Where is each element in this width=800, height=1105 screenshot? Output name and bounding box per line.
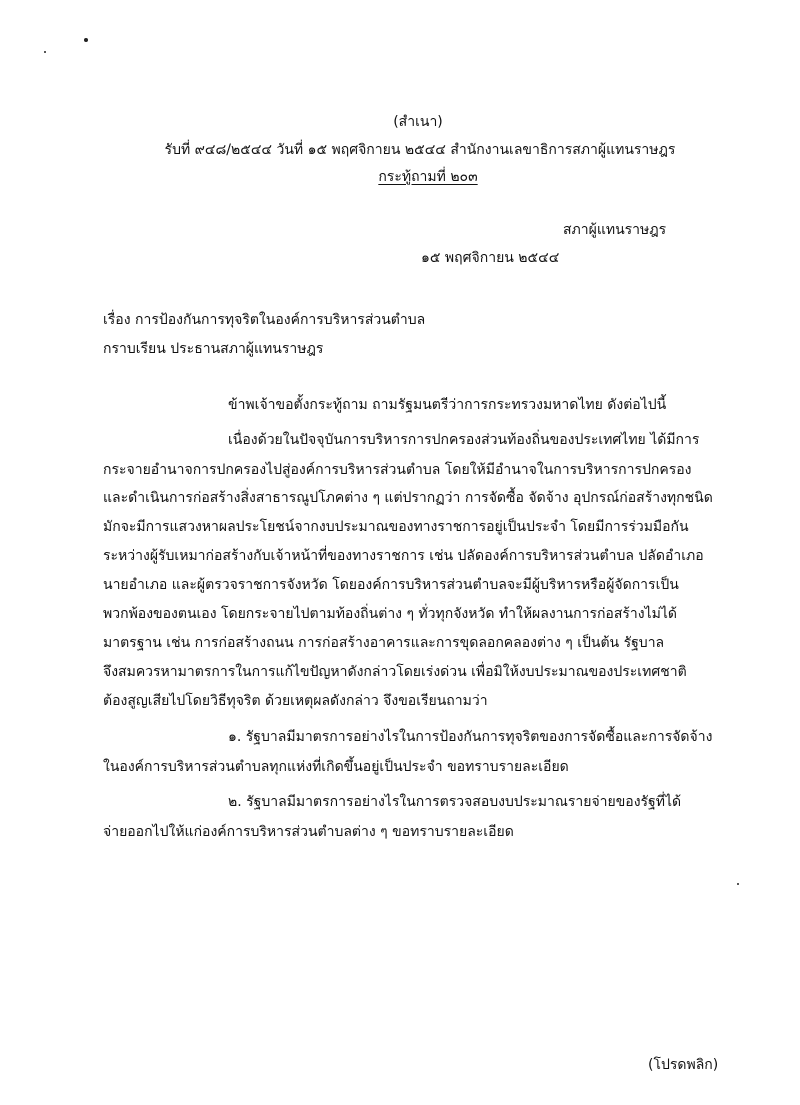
question-number: กระทู้ถามที่ ๒๐๓	[378, 169, 478, 185]
body-line: จ่ายออกไปให้แก่องค์การบริหารส่วนตำบลต่าง ๆ ขอทราบรายละเอียด	[103, 824, 514, 840]
body-line: จึงสมควรหามาตรการในการแก้ไขปัญหาดังกล่าวโดยเร่งด่วน เพื่อมิให้งบประมาณของประเทศชาติ	[103, 664, 687, 680]
sender-organization: สภาผู้แทนราษฎร	[563, 222, 667, 238]
question-item: ๒. รัฐบาลมีมาตรการอย่างไรในการตรวจสอบงบประมาณรายจ่ายของรัฐที่ได้	[228, 794, 682, 810]
body-line: พวกพ้องของตนเอง โดยกระจายไปตามท้องถิ่นต่าง ๆ ทั่วทุกจังหวัด ทำให้ผลงานการก่อสร้างไม่ได้	[103, 606, 678, 622]
body-line: ต้องสูญเสียไปโดยวิธีทุจริต ด้วยเหตุผลดังกล่าว จึงขอเรียนถามว่า	[103, 693, 488, 709]
body-line: เนื่องด้วยในปัจจุบันการบริหารการปกครองส่วนท้องถิ่นของประเทศไทย ได้มีการ	[228, 432, 700, 448]
copy-mark: (สำเนา)	[393, 114, 443, 130]
salutation: กราบเรียน ประธานสภาผู้แทนราษฎร	[103, 341, 324, 357]
subject: เรื่อง การป้องกันการทุจริตในองค์การบริหารส่วนตำบล	[103, 312, 426, 328]
sender-date: ๑๕ พฤศจิกายน ๒๕๔๔	[421, 250, 560, 266]
body-line: ข้าพเจ้าขอตั้งกระทู้ถาม ถามรัฐมนตรีว่าการกระทรวงมหาดไทย ดังต่อไปนี้	[228, 397, 667, 413]
body-line: นายอำเภอ และผู้ตรวจราชการจังหวัด โดยองค์การบริหารส่วนตำบลจะมีผู้บริหารหรือผู้จัดการเป็น	[103, 577, 679, 593]
body-line: มาตรฐาน เช่น การก่อสร้างถนน การก่อสร้างอาคารและการขุดลอกคลองต่าง ๆ เป็นต้น รัฐบาล	[103, 635, 665, 651]
body-line: มักจะมีการแสวงหาผลประโยชน์จากงบประมาณของทางราชการอยู่เป็นประจำ โดยมีการร่วมมือกัน	[103, 519, 689, 535]
question-item: ๑. รัฐบาลมีมาตรการอย่างไรในการป้องกันการทุจริตของการจัดซื้อและการจัดจ้าง	[228, 729, 713, 745]
receipt-line: รับที่ ๙๔๘/๒๕๔๔ วันที่ ๑๕ พฤศจิกายน ๒๕๔๔ สำนักงานเลขาธิการสภาผู้แทนราษฎร	[164, 142, 676, 158]
scan-speck	[44, 51, 46, 53]
scan-speck	[84, 38, 88, 42]
scan-speck	[737, 883, 739, 885]
page-turn-note: (โปรดพลิก)	[648, 1057, 719, 1073]
body-line: กระจายอำนาจการปกครองไปสู่องค์การบริหารส่วนตำบล โดยให้มีอำนาจในการบริหารการปกครอง	[103, 462, 692, 478]
body-line: ในองค์การบริหารส่วนตำบลทุกแห่งที่เกิดขึ้นอยู่เป็นประจำ ขอทราบรายละเอียด	[103, 759, 569, 775]
body-line: และดำเนินการก่อสร้างสิ่งสาธารณูปโภคต่าง ๆ แต่ปรากฏว่า การจัดซื้อ จัดจ้าง อุปกรณ์ก่อสร้างทุกชนิด	[103, 490, 713, 506]
body-line: ระหว่างผู้รับเหมาก่อสร้างกับเจ้าหน้าที่ของทางราชการ เช่น ปลัดองค์การบริหารส่วนตำบล ปลัดอำเภอ	[103, 548, 704, 564]
